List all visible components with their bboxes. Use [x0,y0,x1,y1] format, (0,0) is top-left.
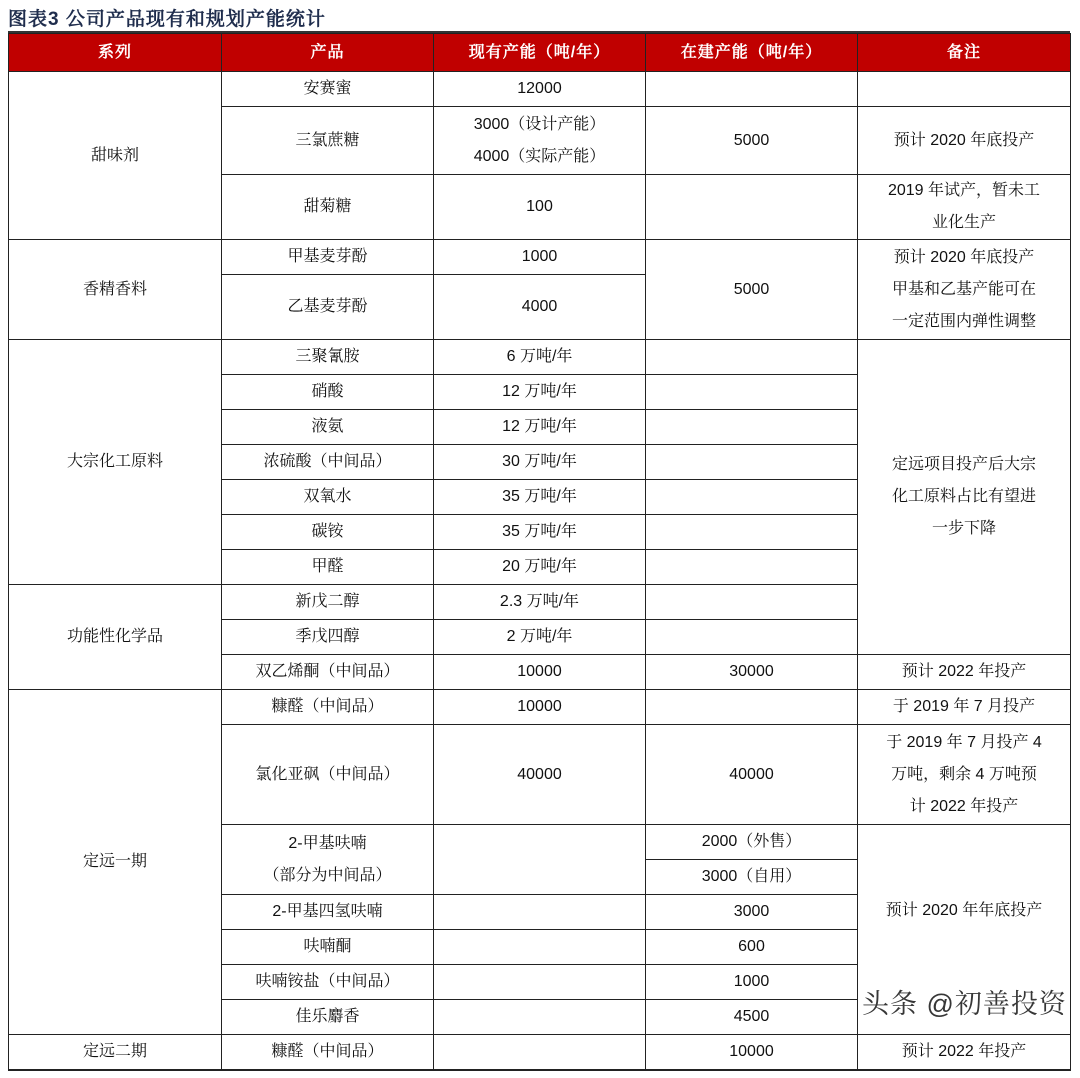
building-cell [646,340,858,375]
existing-cell: 2 万吨/年 [434,620,646,655]
existing-cell [434,895,646,930]
existing-cell: 35 万吨/年 [434,515,646,550]
note-cell: 2019 年试产，暂未工 业化生产 [858,175,1071,240]
capacity-table [8,33,1071,1071]
existing-cell: 12000 [434,72,646,107]
building-cell [646,175,858,240]
product-cell: 糠醛（中间品） [222,1035,434,1071]
product-cell: 2-甲基四氢呋喃 [222,895,434,930]
existing-cell: 35 万吨/年 [434,480,646,515]
note-cell: 预计 2020 年年底投产 [858,825,1071,1035]
existing-cell [434,1000,646,1035]
table-header [9,34,1071,72]
header-note: 备注 [858,34,1071,72]
series-cell: 功能性化学品 [9,585,222,690]
product-cell: 甲基麦芽酚 [222,240,434,275]
building-cell: 5000 [646,107,858,175]
existing-cell: 10000 [434,690,646,725]
existing-cell [434,930,646,965]
existing-cell: 1000 [434,240,646,275]
note-cell: 预计 2022 年投产 [858,1035,1071,1071]
building-cell [646,410,858,445]
series-cell: 定远一期 [9,690,222,1035]
building-cell [646,690,858,725]
building-cell: 30000 [646,655,858,690]
product-cell: 安赛蜜 [222,72,434,107]
header-product: 产品 [222,34,434,72]
building-cell [646,480,858,515]
product-cell: 2-甲基呋喃 （部分为中间品） [222,825,434,895]
building-cell: 600 [646,930,858,965]
note-cell: 于 2019 年 7 月投产 [858,690,1071,725]
existing-cell: 12 万吨/年 [434,410,646,445]
building-cell: 3000（自用） [646,860,858,895]
header-building: 在建产能（吨/年） [646,34,858,72]
note-cell: 预计 2020 年底投产 [858,107,1071,175]
note-cell: 预计 2022 年投产 [858,655,1071,690]
product-cell: 呋喃铵盐（中间品） [222,965,434,1000]
note-cell: 预计 2020 年底投产 甲基和乙基产能可在 一定范围内弹性调整 [858,240,1071,340]
product-cell: 糠醛（中间品） [222,690,434,725]
product-cell: 碳铵 [222,515,434,550]
product-cell: 季戊四醇 [222,620,434,655]
table-row [9,340,1071,375]
table-row [9,240,1071,275]
product-cell: 乙基麦芽酚 [222,275,434,340]
building-cell: 5000 [646,240,858,340]
building-cell [646,550,858,585]
series-cell: 香精香料 [9,240,222,340]
existing-cell: 20 万吨/年 [434,550,646,585]
figure-title: 图表3 公司产品现有和规划产能统计 [8,9,326,30]
table-row [9,1035,1071,1071]
product-cell: 液氨 [222,410,434,445]
existing-cell [434,965,646,1000]
building-cell: 1000 [646,965,858,1000]
product-cell: 氯化亚砜（中间品） [222,725,434,825]
existing-cell: 12 万吨/年 [434,375,646,410]
table-row [9,72,1071,107]
header-series: 系列 [9,34,222,72]
product-cell: 甲醛 [222,550,434,585]
building-cell: 2000（外售） [646,825,858,860]
building-cell [646,72,858,107]
existing-cell: 10000 [434,655,646,690]
table-row [9,690,1071,725]
building-cell [646,620,858,655]
existing-cell: 6 万吨/年 [434,340,646,375]
building-cell: 3000 [646,895,858,930]
building-cell [646,515,858,550]
building-cell: 4500 [646,1000,858,1035]
existing-cell [434,1035,646,1071]
existing-cell: 4000 [434,275,646,340]
product-cell: 硝酸 [222,375,434,410]
header-existing: 现有产能（吨/年） [434,34,646,72]
product-cell: 三氯蔗糖 [222,107,434,175]
note-cell: 定远项目投产后大宗 化工原料占比有望进 一步下降 [858,340,1071,655]
note-cell: 于 2019 年 7 月投产 4 万吨，剩余 4 万吨预 计 2022 年投产 [858,725,1071,825]
building-cell [646,445,858,480]
product-cell: 呋喃酮 [222,930,434,965]
series-cell: 甜味剂 [9,72,222,240]
series-cell: 大宗化工原料 [9,340,222,585]
existing-cell: 2.3 万吨/年 [434,585,646,620]
note-cell [858,72,1071,107]
building-cell [646,375,858,410]
product-cell: 甜菊糖 [222,175,434,240]
product-cell: 浓硫酸（中间品） [222,445,434,480]
product-cell: 三聚氰胺 [222,340,434,375]
product-cell: 双乙烯酮（中间品） [222,655,434,690]
building-cell [646,585,858,620]
existing-cell: 3000（设计产能） 4000（实际产能） [434,107,646,175]
existing-cell: 40000 [434,725,646,825]
building-cell: 10000 [646,1035,858,1071]
series-cell: 定远二期 [9,1035,222,1071]
product-cell: 新戊二醇 [222,585,434,620]
watermark: 头条 @初善投资 [862,989,1067,1019]
product-cell: 佳乐麝香 [222,1000,434,1035]
existing-cell: 100 [434,175,646,240]
product-cell: 双氧水 [222,480,434,515]
existing-cell [434,825,646,895]
building-cell: 40000 [646,725,858,825]
existing-cell: 30 万吨/年 [434,445,646,480]
